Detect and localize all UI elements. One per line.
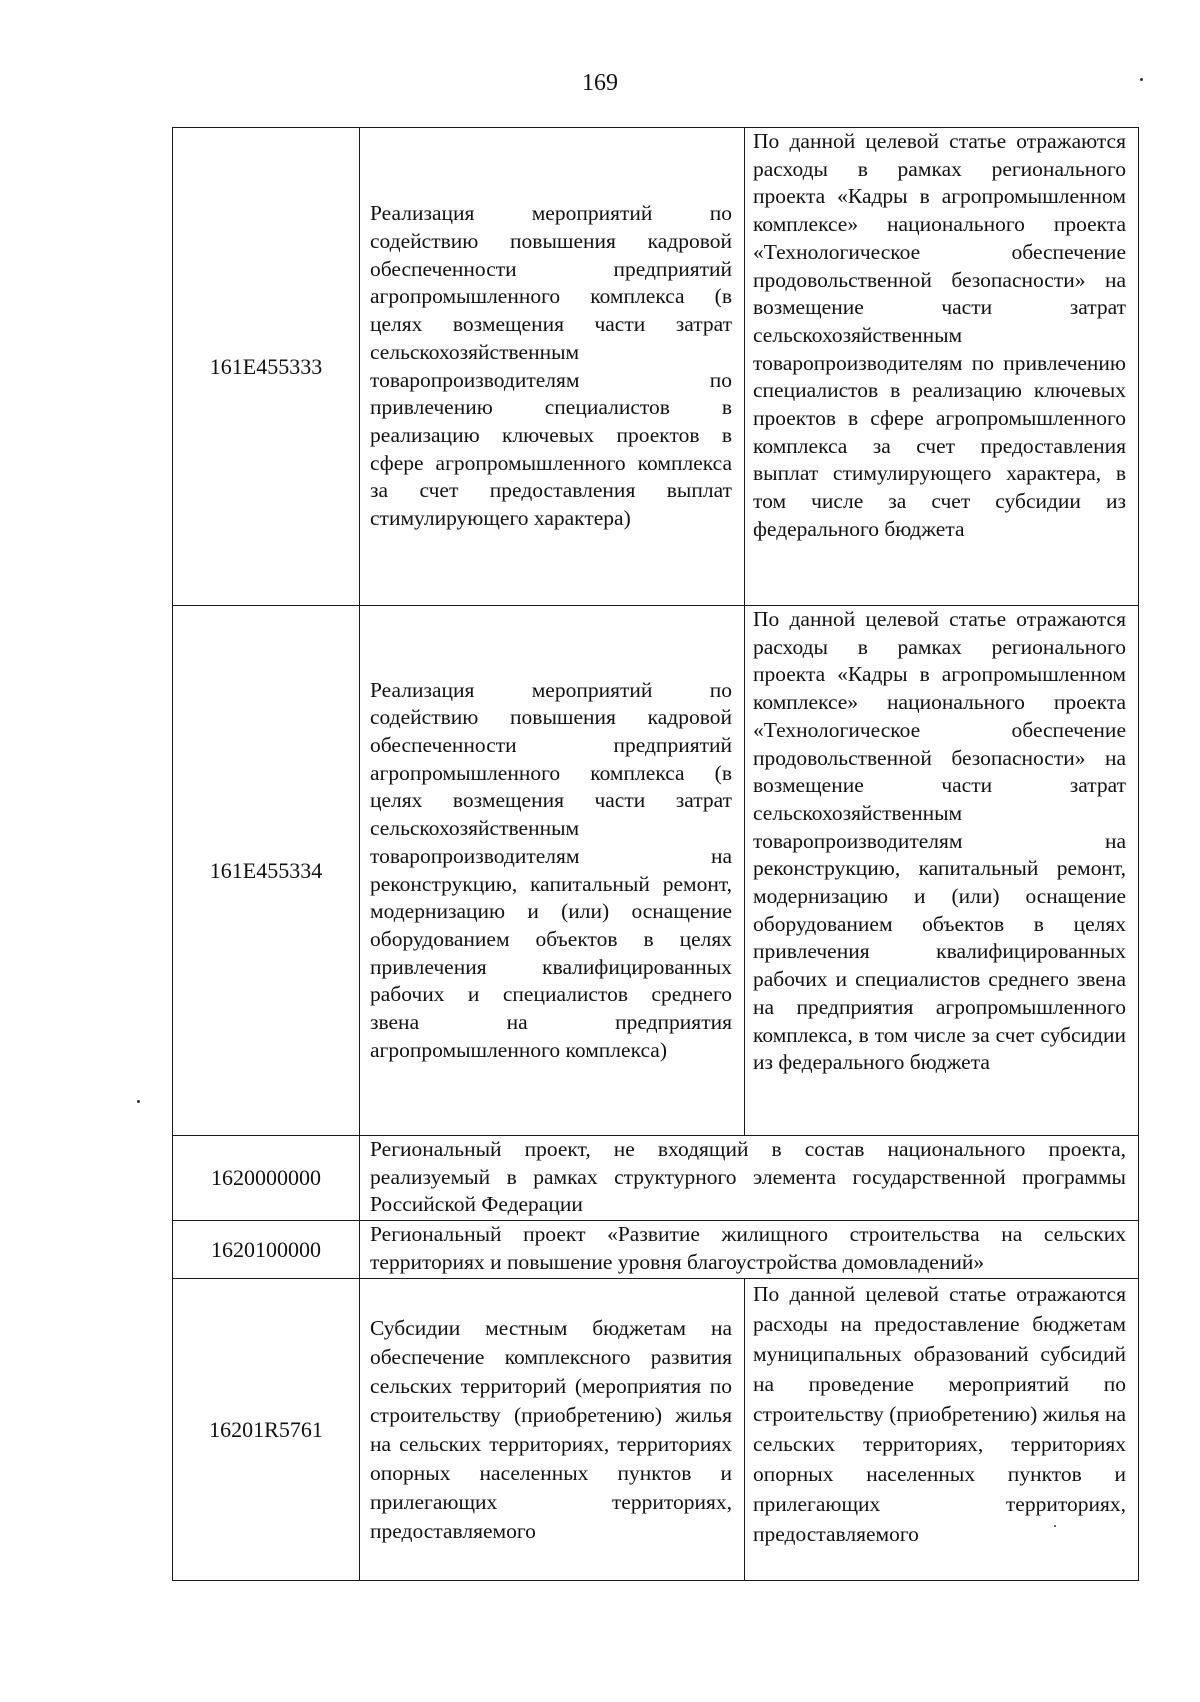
regional-project-title: Региональный проект, не входящий в состав национального проекта, реализуемый в рамках структурного элемента государственной программы Российской Федерации: [370, 1137, 1126, 1217]
table-row: [173, 606, 1139, 1136]
expense-name: Реализация мероприятий по содействию повышения кадровой обеспеченности предприятий агропромышленного комплекса (в целях возмещения части затрат сельскохозяйственным товаропроизводителям по привлечению специалистов в реализацию ключевых проектов в сфере агропромышленного комплекса за счет предоставления выплат стимулирующего характера): [370, 201, 732, 531]
target-code: 161E455333: [209, 353, 323, 379]
expense-name-cell: [360, 1279, 745, 1581]
scan-speck: [137, 1100, 140, 1103]
scan-speck: [1140, 78, 1143, 81]
expense-name: Субсидии местным бюджетам на обеспечение комплексного развития сельских территорий (мероприятия по строительству (приобретению) жилья на сельских территориях, территориях опорных населенных пунктов и прилегающих территориях, предоставляемого: [370, 1315, 732, 1543]
merged-title-cell: [360, 1136, 1139, 1221]
target-code-cell: [173, 128, 360, 606]
target-code-cell: [173, 1279, 360, 1581]
page-number: 169: [582, 70, 618, 96]
target-code: 1620000000: [211, 1165, 321, 1191]
target-code: 1620100000: [211, 1236, 321, 1262]
expense-name-cell: [360, 128, 745, 606]
target-code: 161E455334: [209, 857, 323, 883]
regional-project-title: Региональный проект «Развитие жилищного строительства на сельских территориях и повышение уровня благоустройства домовладений»: [370, 1222, 1126, 1274]
expense-description: По данной целевой статье отражаются расходы на предоставление бюджетам муниципальных образований субсидий на проведение мероприятий по строительству (приобретению) жилья на сельских территориях, территориях опорных населенных пунктов и прилегающих территориях, предоставляемого: [753, 1282, 1126, 1546]
table-row: [173, 1221, 1139, 1279]
expense-name: Реализация мероприятий по содействию повышения кадровой обеспеченности предприятий агропромышленного комплекса (в целях возмещения части затрат сельскохозяйственным товаропроизводителям на реконструкцию, капитальный ремонт, модернизацию и (или) оснащение оборудованием объектов в целях привлечения квалифицированных рабочих и специалистов среднего звена на предприятия агропромышленного комплекса): [370, 677, 732, 1062]
table-row: [173, 1136, 1139, 1221]
expense-description-cell: [745, 1279, 1139, 1581]
expense-name-cell: [360, 606, 745, 1136]
merged-title-cell: [360, 1221, 1139, 1279]
table-row: [173, 128, 1139, 606]
table-row: [173, 1279, 1139, 1581]
target-code-cell: [173, 1221, 360, 1279]
target-code-cell: [173, 1136, 360, 1221]
target-code-cell: [173, 606, 360, 1136]
expense-description-cell: [745, 128, 1139, 606]
expense-description: По данной целевой статье отражаются расходы в рамках регионального проекта «Кадры в агропромышленном комплексе» национального проекта «Технологическое обеспечение продовольственной безопасности» на возмещение части затрат сельскохозяйственным товаропроизводителям по привлечению специалистов в реализацию ключевых проектов в сфере агропромышленного комплекса за счет предоставления выплат стимулирующего характера, в том числе за счет субсидии из федерального бюджета: [753, 129, 1126, 541]
target-code: 16201R5761: [209, 1416, 323, 1442]
expense-description-cell: [745, 606, 1139, 1136]
expense-description: По данной целевой статье отражаются расходы в рамках регионального проекта «Кадры в агропромышленном комплексе» национального проекта «Технологическое обеспечение продовольственной безопасности» на возмещение части затрат сельскохозяйственным товаропроизводителям на реконструкцию, капитальный ремонт, модернизацию и (или) оснащение оборудованием объектов в целях привлечения квалифицированных рабочих и специалистов среднего звена на предприятия агропромышленного комплекса, в том числе за счет субсидии из федерального бюджета: [753, 607, 1126, 1075]
scan-speck: [1054, 1525, 1056, 1527]
budget-classification-table: [172, 127, 1139, 1581]
